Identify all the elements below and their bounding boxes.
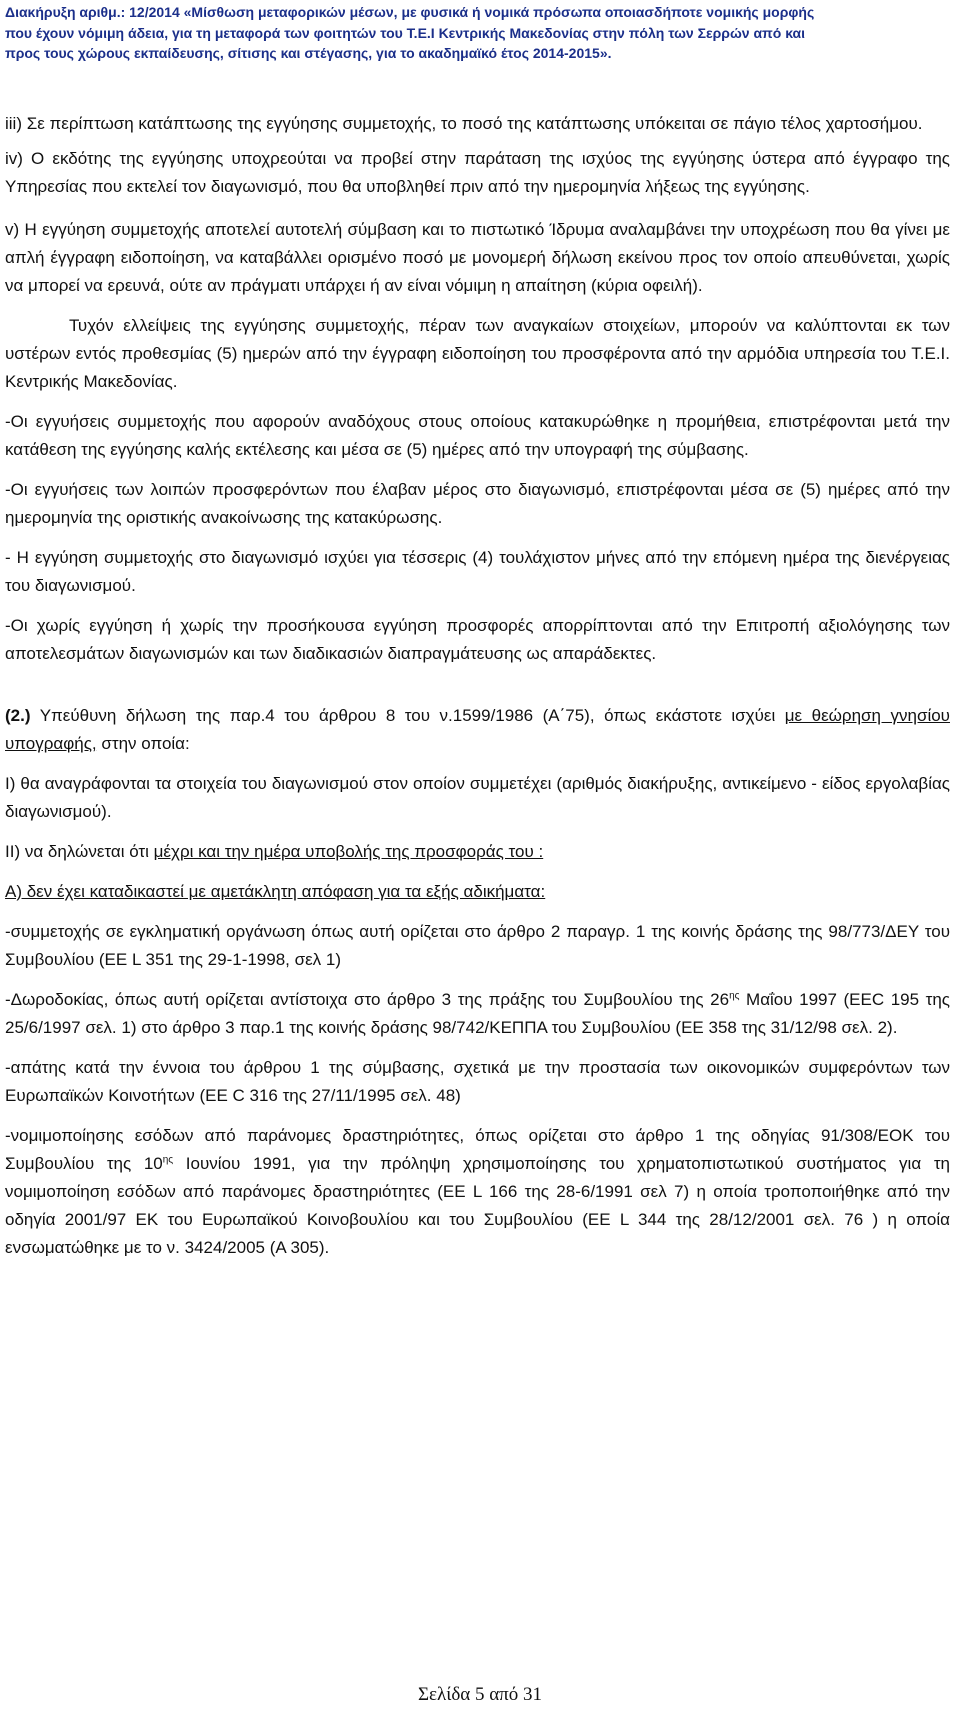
paragraph-apati: -απάτης κατά την έννοια του άρθρου 1 της σύμβασης, σχετικά με την προστασία των οικονομικών συμφερόντων των Ευρωπαϊκών Κοινοτήτων (ΕΕ C 316 της 27/11/1995 σελ. 48) bbox=[5, 1057, 950, 1105]
paragraph-nomimopoiisi: -νομιμοποίησης εσόδων από παράνομες δραστηριότητες, όπως ορίζεται στο άρθρο 1 της οδηγίας 91/308/ΕΟΚ του Συμβουλίου της $10^{\eta\varsigma}$ Ιουνίου 1991, για την πρόληψη χρησιμοποίησης του χρηματοπιστωτικού συστήματος για τη νομιμοποίηση εσόδων από παράνομες δραστηριότητες (ΕΕ L 166 της 28-6/1991 σελ 7) η οποία τροποποιήθηκε από την οδηγία 2001/97 ΕΚ του Ευρωπαϊκού Κοινοβουλίου και του Συμβουλίου (ΕΕ L 344 της 28/12/2001 σελ. 76 ) η οποία ενσωματώθηκε με το ν. 3424/2005 (Α 305). bbox=[5, 1125, 950, 1257]
document-body bbox=[5, 110, 950, 1262]
paragraph-item-II: ΙΙ) να δηλώνεται ότι μέχρι και την ημέρα υποβολής της προσφοράς του : bbox=[5, 841, 544, 861]
header-line-2: που έχουν νόμιμη άδεια, για τη μεταφορά των φοιτητών του Τ.Ε.Ι Κεντρικής Μακεδονίας στην πόλη των Σερρών από και bbox=[5, 24, 806, 41]
underlined-phrase: μέχρι και την ημέρα υποβολής της προσφοράς του : bbox=[153, 841, 544, 861]
document-header bbox=[5, 2, 950, 64]
header-line-3: προς τους χώρους εκπαίδευσης, σίτισης και στέγασης, για το ακαδημαϊκό έτος 2014-2015». bbox=[5, 45, 612, 61]
paragraph-isxys-eggyisis: - Η εγγύηση συμμετοχής στο διαγωνισμό ισχύει για τέσσερις (4) τουλάχιστον μήνες από την επόμενη ημέρα της διενέργειας του διαγωνισμού. bbox=[5, 547, 950, 595]
paragraph-item-A: Α) δεν έχει καταδικαστεί με αμετάκλητη απόφαση για τα εξής αδικήματα: bbox=[5, 881, 546, 901]
paragraph-xwris-eggyisi: -Οι χωρίς εγγύηση ή χωρίς την προσήκουσα εγγύηση προσφορές απορρίπτονται από την Επιτροπή αξιολόγησης των αποτελεσμάτων διαγωνισμών και των διαδικασιών διαπραγμάτευσης ως απαράδεκτες. bbox=[5, 615, 950, 663]
paragraph-iv: iv) Ο εκδότης της εγγύησης υποχρεούται να προβεί στην παράταση της ισχύος της εγγύησης ύστερα από έγγραφο της Υπηρεσίας που εκτελεί τον διαγωνισμό, που θα υποβληθεί πριν από την ημερομηνία λήξεως της εγγύησης. bbox=[5, 148, 950, 196]
paragraph-v: v) Η εγγύηση συμμετοχής αποτελεί αυτοτελή σύμβαση και το πιστωτικό Ίδρυμα αναλαμβάνει την υποχρέωση που θα γίνει με απλή έγγραφη ειδοποίηση, να καταβάλλει ορισμένο ποσό με μονομερή δήλωση εκείνου προς τον οποίο απευθύνεται, χωρίς να μπορεί να ερευνά, ούτε αν πράγματι υπάρχει ή αν είναι νόμιμη η απαίτηση (κύρια οφειλή). bbox=[5, 219, 950, 295]
paragraph-tyxon-elleipseis: Τυχόν ελλείψεις της εγγύησης συμμετοχής, πέραν των αναγκαίων στοιχείων, μπορούν να καλύπτονται εκ των υστέρων εντός προθεσμίας (5) ημερών από την έγγραφη ειδοποίηση του προσφέροντα από την αρμόδια υπηρεσία του Τ.Ε.Ι. Κεντρικής Μακεδονίας. bbox=[5, 315, 950, 391]
paragraph-loipon-prosferonton: -Οι εγγυήσεις των λοιπών προσφερόντων που έλαβαν μέρος στο διαγωνισμό, επιστρέφονται μέσα σε (5) ημέρες από την ημερομηνία της οριστικής ανακοίνωσης της κατακύρωσης. bbox=[5, 479, 950, 527]
paragraph-dorodokia: -Δωροδοκίας, όπως αυτή ορίζεται αντίστοιχα στο άρθρο 3 της πράξης του Συμβουλίου της $26^{\eta\varsigma}$ Μαΐου 1997 (ΕΕC 195 της 25/6/1997 σελ. 1) στο άρθρο 3 παρ.1 της κοινής δράσης 98/742/ΚΕΠΠΑ του Συμβουλίου (ΕΕ 358 της 31/12/98 σελ. 2). bbox=[5, 989, 951, 1037]
page-number: Σελίδα 5 από 31 bbox=[417, 1684, 543, 1705]
paragraph-iii: iii) Σε περίπτωση κατάπτωσης της εγγύησης συμμετοχής, το ποσό της κατάπτωσης υπόκειται σε πάγιο τέλος χαρτοσήμου. bbox=[5, 113, 923, 133]
paragraph-ypeythini-dilosi: (2.) Υπεύθυνη δήλωση της παρ.4 του άρθρου 8 του ν.1599/1986 (Α΄75), όπως εκάστοτε ισχύει με θεώρηση γνησίου υπογραφής, στην οποία: bbox=[5, 705, 950, 753]
header-line-1: Διακήρυξη αριθμ.: 12/2014 «Μίσθωση μεταφορικών μέσων, με φυσικά ή νομικά πρόσωπα οποιασδήποτε νομικής μορφής bbox=[5, 4, 815, 20]
section-number: (2.) bbox=[5, 705, 31, 725]
paragraph-anadoxous: -Οι εγγυήσεις συμμετοχής που αφορούν αναδόχους στους οποίους κατακυρώθηκε η προμήθεια, επιστρέφονται μετά την κατάθεση της εγγύησης καλής εκτέλεσης και μέσα σε (5) ημέρες από την υπογραφή της σύμβασης. bbox=[5, 411, 950, 459]
paragraph-egklimatiki-organosi: -συμμετοχής σε εγκληματική οργάνωση όπως αυτή ορίζεται στο άρθρο 2 παραγρ. 1 της κοινής δράσης της 98/773/ΔΕΥ του Συμβουλίου (ΕΕ L 351 της 29-1-1998, σελ 1) bbox=[5, 921, 950, 969]
paragraph-item-I: Ι) θα αναγράφονται τα στοιχεία του διαγωνισμού στον οποίον συμμετέχει (αριθμός διακήρυξης, αντικείμενο - είδος εργολαβίας διαγωνισμού). bbox=[5, 773, 950, 821]
underlined-phrase: με θεώρηση γνησίου υπογραφής, bbox=[5, 705, 950, 753]
